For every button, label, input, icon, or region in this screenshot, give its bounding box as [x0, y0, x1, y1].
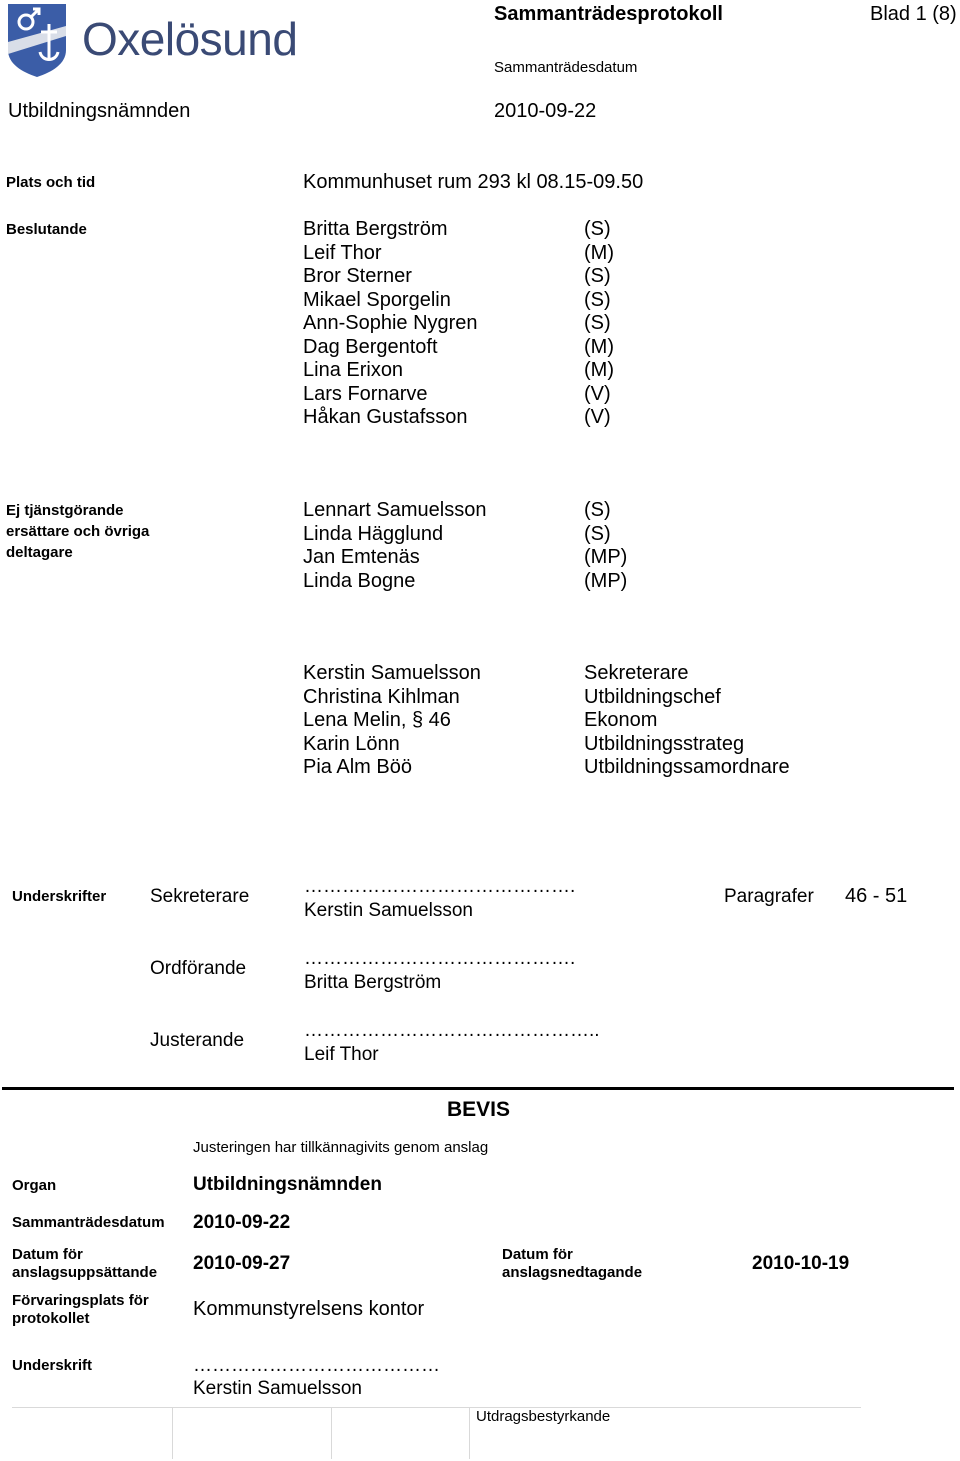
- oxelosund-shield-icon: [6, 2, 68, 78]
- role-label: Utbildningschef: [584, 685, 721, 708]
- certificate-signature-name: Kerstin Samuelsson: [193, 1378, 362, 1399]
- substitutes-label: Ej tjänstgörande ersättare och övriga deltagare: [6, 502, 150, 561]
- certificate-intro: Justeringen har tillkännagivits genom anslag: [193, 1139, 489, 1156]
- secretary-name: Kerstin Samuelsson: [304, 900, 473, 921]
- party-label: (S): [584, 288, 611, 311]
- deciding-label: Beslutande: [6, 221, 87, 238]
- certificate-title: BEVIS: [447, 1098, 511, 1121]
- list-item: Britta Bergström: [303, 218, 448, 240]
- list-item: Lars Fornarve: [303, 382, 428, 405]
- list-item: Dag Bergentoft: [303, 335, 438, 358]
- party-label: (M): [584, 359, 614, 381]
- place-value: Kommunhuset rum 293 kl 08.15-09.50: [303, 171, 644, 193]
- signature-label: Underskrift: [12, 1357, 93, 1374]
- chair-role: Ordförande: [150, 958, 247, 979]
- meeting-date: 2010-09-22: [494, 100, 597, 122]
- box-line-vertical: [331, 1407, 332, 1459]
- adjuster-role: Justerande: [150, 1030, 245, 1051]
- substitute-names: [303, 499, 486, 593]
- deciding-names: [303, 218, 478, 430]
- deciding-parties: [584, 218, 614, 430]
- role-label: Utbildningssamordnare: [584, 756, 790, 778]
- removal-date-label: Datum för anslagsnedtagande: [502, 1246, 643, 1281]
- party-label: (V): [584, 382, 611, 405]
- adjuster-signature-line: ………………………………………..: [304, 1020, 600, 1041]
- party-label: (MP): [584, 569, 628, 592]
- party-label: (S): [584, 522, 611, 545]
- party-label: (MP): [584, 546, 628, 568]
- list-item: Bror Sterner: [303, 265, 412, 287]
- list-item: Linda Hägglund: [303, 522, 444, 545]
- official-roles: [584, 662, 790, 780]
- organ-label: Organ: [12, 1177, 57, 1194]
- role-label: Utbildningsstrateg: [584, 732, 745, 755]
- list-item: Leif Thor: [303, 241, 382, 264]
- role-label: Sekreterare: [584, 662, 689, 684]
- list-item: Håkan Gustafsson: [303, 406, 468, 428]
- page-indicator: Blad 1 (8): [870, 3, 957, 25]
- box-line-horizontal: [12, 1407, 861, 1408]
- paragraphs-value: 46 - 51: [845, 885, 908, 907]
- party-label: (S): [584, 218, 611, 240]
- official-names: [303, 662, 481, 780]
- certified-label: Utdragsbestyrkande: [476, 1408, 611, 1425]
- list-item: Lena Melin, § 46: [303, 709, 451, 731]
- posting-date-label: Datum för anslagsuppsättande: [12, 1246, 158, 1281]
- party-label: (S): [584, 499, 611, 521]
- paragraphs-label: Paragrafer: [724, 886, 814, 907]
- box-line-vertical: [469, 1407, 470, 1459]
- logo-wordmark: Oxelösund: [82, 13, 298, 65]
- party-label: (S): [584, 265, 611, 287]
- list-item: Kerstin Samuelsson: [303, 662, 481, 684]
- certificate-signature-line: …………………………………: [193, 1355, 440, 1376]
- certificate-meeting-date-value: 2010-09-22: [193, 1212, 291, 1233]
- logo: [6, 2, 336, 78]
- signatures-label: Underskrifter: [12, 888, 107, 905]
- list-item: Linda Bogne: [303, 569, 416, 592]
- secretary-role: Sekreterare: [150, 886, 250, 907]
- section-divider: [2, 1087, 954, 1090]
- list-item: Ann-Sophie Nygren: [303, 312, 478, 334]
- meeting-date-label: Sammanträdesdatum: [494, 59, 638, 76]
- posting-date-value: 2010-09-27: [193, 1253, 291, 1274]
- list-item: Lina Erixon: [303, 359, 404, 381]
- removal-date-value: 2010-10-19: [752, 1253, 850, 1274]
- box-line-vertical: [172, 1407, 173, 1459]
- list-item: Pia Alm Böö: [303, 756, 412, 778]
- chair-signature-line: …………………………………….: [304, 948, 576, 969]
- party-label: (M): [584, 241, 614, 264]
- storage-label: Förvaringsplats för protokollet: [12, 1292, 149, 1327]
- place-label: Plats och tid: [6, 174, 96, 191]
- list-item: Karin Lönn: [303, 732, 400, 755]
- storage-value: Kommunstyrelsens kontor: [193, 1298, 425, 1320]
- list-item: Christina Kihlman: [303, 685, 460, 708]
- list-item: Lennart Samuelsson: [303, 499, 487, 521]
- party-label: (S): [584, 312, 611, 334]
- role-label: Ekonom: [584, 709, 658, 731]
- list-item: Jan Emtenäs: [303, 546, 420, 568]
- organ-value: Utbildningsnämnden: [193, 1174, 382, 1195]
- list-item: Mikael Sporgelin: [303, 288, 451, 311]
- document-type: Sammanträdesprotokoll: [494, 3, 723, 25]
- party-label: (M): [584, 335, 614, 358]
- substitute-parties: [584, 499, 627, 593]
- secretary-signature-line: …………………………………….: [304, 876, 576, 897]
- party-label: (V): [584, 406, 611, 428]
- certificate-meeting-date-label: Sammanträdesdatum: [12, 1214, 165, 1231]
- committee-name: Utbildningsnämnden: [8, 100, 191, 122]
- chair-name: Britta Bergström: [304, 972, 442, 993]
- adjuster-name: Leif Thor: [304, 1044, 379, 1065]
